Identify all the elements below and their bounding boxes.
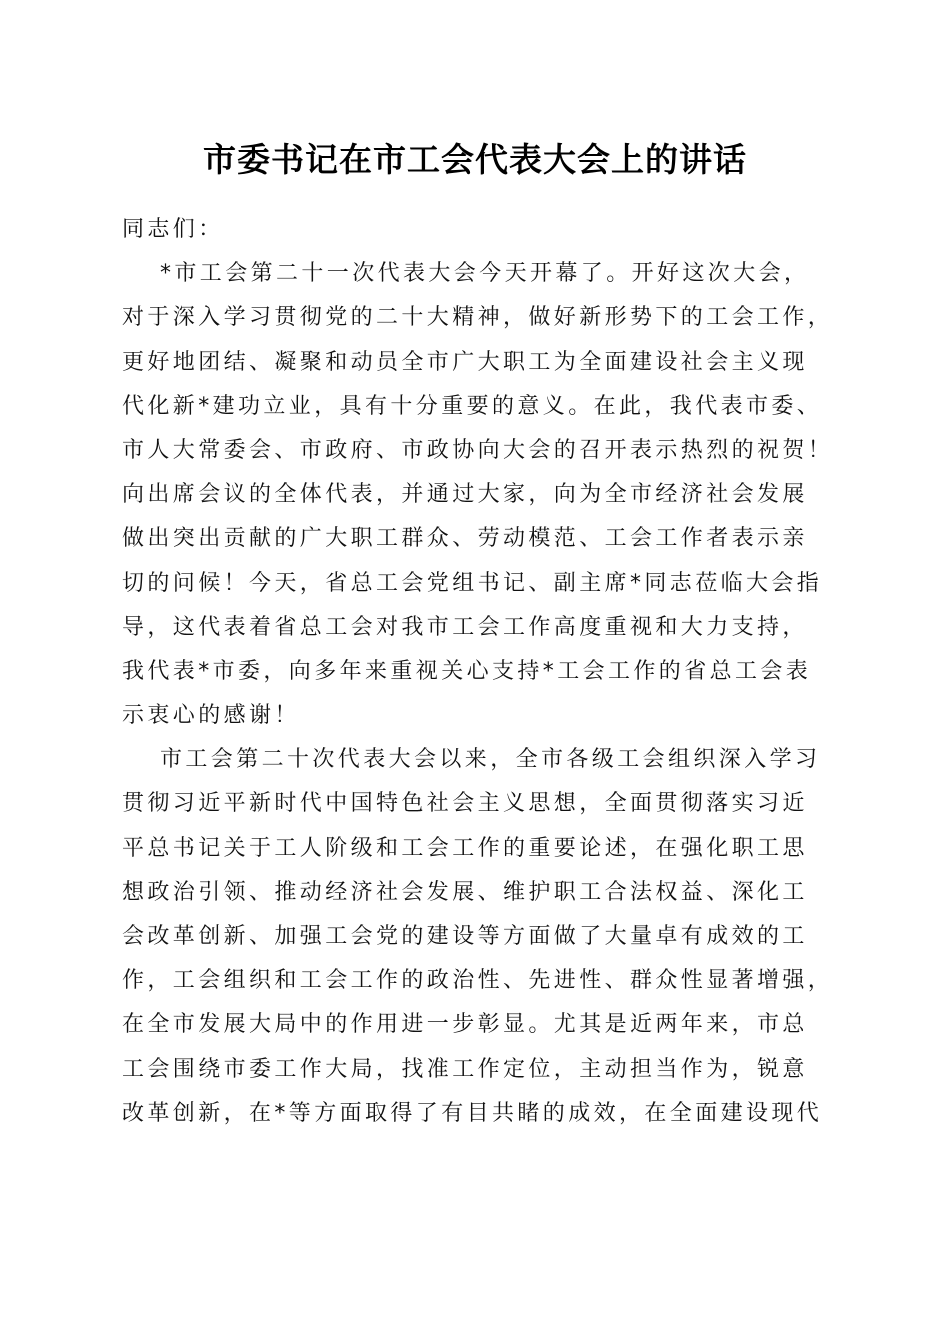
paragraph-2-line: 改革创新，在*等方面取得了有目共睹的成效，在全面建设现代 [122, 1100, 823, 1126]
paragraph-1-line: *市工会第二十一次代表大会今天开幕了。开好这次大会， [160, 261, 810, 287]
paragraph-1-line: 导，这代表着省总工会对我市工会工作高度重视和大力支持， [122, 614, 808, 640]
paragraph-1-line: 示衷心的感谢！ [122, 703, 300, 729]
paragraph-2-line: 工会围绕市委工作大局，找准工作定位，主动担当作为，锐意 [122, 1056, 808, 1082]
paragraph-1-line: 做出突出贡献的广大职工群众、劳动模范、工会工作者表示亲 [122, 526, 808, 552]
paragraph-1-line: 向出席会议的全体代表，并通过大家，向为全市经济社会发展 [122, 482, 808, 508]
paragraph-2-line: 市工会第二十次代表大会以来，全市各级工会组织深入学习 [160, 747, 821, 773]
paragraph-1-line: 市人大常委会、市政府、市政协向大会的召开表示热烈的祝贺！ [122, 437, 834, 463]
paragraph-1-line: 对于深入学习贯彻党的二十大精神，做好新形势下的工会工作， [122, 305, 834, 331]
paragraph-2-line: 想政治引领、推动经济社会发展、维护职工合法权益、深化工 [122, 879, 808, 905]
paragraph-2-line: 贯彻习近平新时代中国特色社会主义思想，全面贯彻落实习近 [122, 791, 808, 817]
paragraph-2-line: 平总书记关于工人阶级和工会工作的重要论述，在强化职工思 [122, 835, 808, 861]
paragraph-2-line: 在全市发展大局中的作用进一步彰显。尤其是近两年来，市总 [122, 1012, 808, 1038]
paragraph-2-line: 作，工会组织和工会工作的政治性、先进性、群众性显著增强， [122, 968, 834, 994]
document-title: 市委书记在市工会代表大会上的讲话 [203, 140, 747, 179]
paragraph-1-line: 切的问候！今天，省总工会党组书记、副主席*同志莅临大会指 [122, 570, 823, 596]
paragraph-1-line: 代化新*建功立业，具有十分重要的意义。在此，我代表市委、 [122, 393, 823, 419]
paragraph-1-line: 我代表*市委，向多年来重视关心支持*工会工作的省总工会表 [122, 658, 812, 684]
document-body [122, 208, 834, 1136]
paragraph-1-line: 更好地团结、凝聚和动员全市广大职工为全面建设社会主义现 [122, 349, 808, 375]
salutation: 同志们： [122, 217, 224, 242]
paragraph-2-line: 会改革创新、加强工会党的建设等方面做了大量卓有成效的工 [122, 924, 808, 949]
